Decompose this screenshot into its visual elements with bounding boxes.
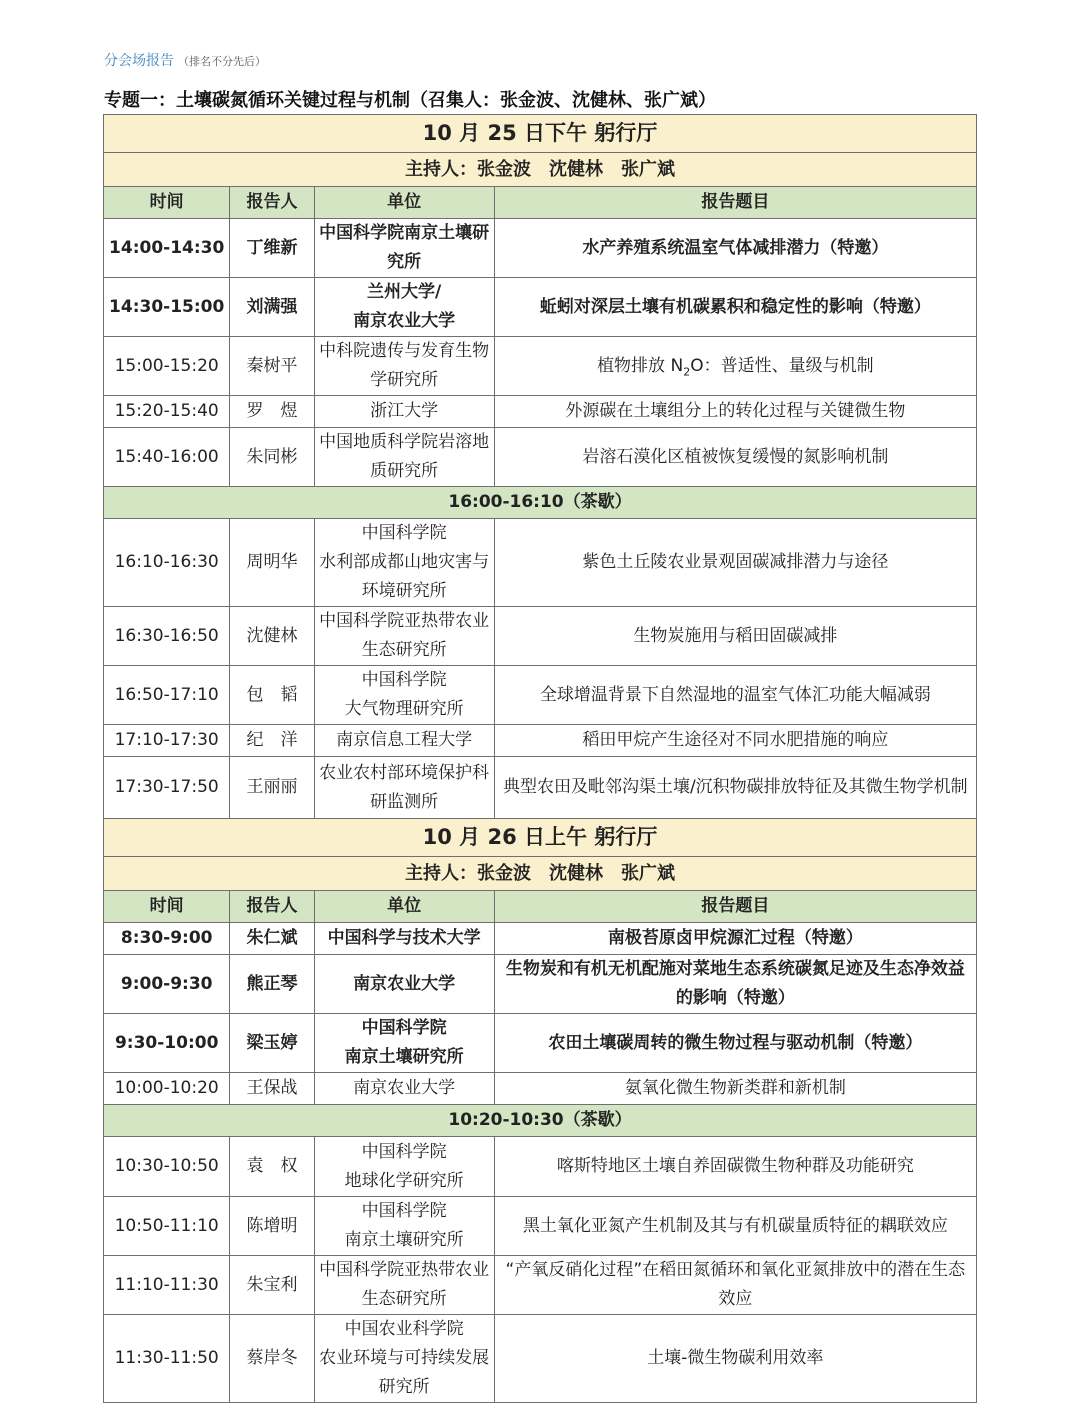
speaker-cell: 袁 权 <box>230 1137 314 1197</box>
topic-cell: 南极苔原卤甲烷源汇过程（特邀） <box>494 923 976 955</box>
topic-cell: 稻田甲烷产生途径对不同水肥措施的响应 <box>494 725 976 757</box>
table-row <box>104 725 977 757</box>
host-names: 主持人：张金波 沈健林 张广斌 <box>104 153 977 187</box>
speaker-cell: 朱同彬 <box>230 428 314 487</box>
col-header-time: 时间 <box>104 187 230 219</box>
org-cell: 中国科学院 大气物理研究所 <box>314 666 494 725</box>
session-title: 10 月 25 日下午 躬行厅 <box>104 115 977 153</box>
speaker-cell: 丁维新 <box>230 219 314 278</box>
speaker-cell: 王丽丽 <box>230 757 314 819</box>
time-cell: 8:30-9:00 <box>104 923 230 955</box>
topic-cell: 生物炭和有机无机配施对菜地生态系统碳氮足迹及生态净效益的影响（特邀） <box>494 955 976 1014</box>
time-cell: 10:00-10:20 <box>104 1073 230 1105</box>
table-row <box>104 1073 977 1105</box>
topic-cell: “产氧反硝化过程”在稻田氮循环和氧化亚氮排放中的潜在生态效应 <box>494 1256 976 1315</box>
org-cell: 中国农业科学院 农业环境与可持续发展研究所 <box>314 1315 494 1403</box>
table-row <box>104 607 977 666</box>
topic-text-post: O：普适性、量级与机制 <box>690 355 874 376</box>
table-row <box>104 1315 977 1403</box>
org-cell: 南京农业大学 <box>314 1073 494 1105</box>
time-cell: 10:30-10:50 <box>104 1137 230 1197</box>
topic-cell: 生物炭施用与稻田固碳减排 <box>494 607 976 666</box>
speaker-cell: 朱仁斌 <box>230 923 314 955</box>
time-cell: 16:30-16:50 <box>104 607 230 666</box>
topic-cell: 典型农田及毗邻沟渠土壤/沉积物碳排放特征及其微生物学机制 <box>494 757 976 819</box>
speaker-cell: 刘满强 <box>230 278 314 337</box>
speaker-cell: 周明华 <box>230 519 314 607</box>
section-label-text: 分会场报告 <box>104 53 174 69</box>
time-cell: 16:10-16:30 <box>104 519 230 607</box>
table-row <box>104 1014 977 1073</box>
table-row <box>104 1197 977 1256</box>
session-title: 10 月 26 日上午 躬行厅 <box>104 819 977 857</box>
topic-cell: 外源碳在土壤组分上的转化过程与关键微生物 <box>494 396 976 428</box>
table-row <box>104 278 977 337</box>
time-cell: 15:00-15:20 <box>104 337 230 396</box>
org-cell: 南京信息工程大学 <box>314 725 494 757</box>
time-cell: 14:00-14:30 <box>104 219 230 278</box>
time-cell: 11:10-11:30 <box>104 1256 230 1315</box>
org-cell: 中科院遗传与发育生物学研究所 <box>314 337 494 396</box>
col-header-topic: 报告题目 <box>494 187 976 219</box>
tea-break: 10:20-10:30（茶歇） <box>104 1105 977 1137</box>
topic-cell: 黑土氧化亚氮产生机制及其与有机碳量质特征的耦联效应 <box>494 1197 976 1256</box>
col-header-topic: 报告题目 <box>494 891 976 923</box>
table-row <box>104 428 977 487</box>
time-cell: 15:40-16:00 <box>104 428 230 487</box>
tea-break: 16:00-16:10（茶歇） <box>104 487 977 519</box>
col-header-org: 单位 <box>314 187 494 219</box>
table-row <box>104 1256 977 1315</box>
org-cell: 中国科学院 地球化学研究所 <box>314 1137 494 1197</box>
tea-break-row <box>104 487 977 519</box>
speaker-cell: 王保战 <box>230 1073 314 1105</box>
org-cell: 中国科学与技术大学 <box>314 923 494 955</box>
time-cell: 14:30-15:00 <box>104 278 230 337</box>
col-header-speaker: 报告人 <box>230 187 314 219</box>
table-row <box>104 219 977 278</box>
org-cell: 中国科学院亚热带农业生态研究所 <box>314 1256 494 1315</box>
table-row <box>104 1137 977 1197</box>
table-row <box>104 396 977 428</box>
table-row <box>104 757 977 819</box>
org-cell: 南京农业大学 <box>314 955 494 1014</box>
col-header-speaker: 报告人 <box>230 891 314 923</box>
speaker-cell: 秦树平 <box>230 337 314 396</box>
speaker-cell: 梁玉婷 <box>230 1014 314 1073</box>
table-row <box>104 337 977 396</box>
org-cell: 农业农村部环境保护科研监测所 <box>314 757 494 819</box>
org-cell: 中国科学院 南京土壤研究所 <box>314 1197 494 1256</box>
topic-subscript: 2 <box>683 364 691 378</box>
topic-cell: 农田土壤碳周转的微生物过程与驱动机制（特邀） <box>494 1014 976 1073</box>
topic-cell: 全球增温背景下自然湿地的温室气体汇功能大幅减弱 <box>494 666 976 725</box>
speaker-cell: 沈健林 <box>230 607 314 666</box>
speaker-cell: 朱宝利 <box>230 1256 314 1315</box>
host-row <box>104 857 977 891</box>
host-row <box>104 153 977 187</box>
org-cell: 中国地质科学院岩溶地质研究所 <box>314 428 494 487</box>
time-cell: 17:10-17:30 <box>104 725 230 757</box>
schedule-table <box>103 114 977 1403</box>
org-cell: 兰州大学/ 南京农业大学 <box>314 278 494 337</box>
host-names: 主持人：张金波 沈健林 张广斌 <box>104 857 977 891</box>
org-cell: 浙江大学 <box>314 396 494 428</box>
speaker-cell: 罗 煜 <box>230 396 314 428</box>
section-label <box>104 50 266 70</box>
column-header-row <box>104 891 977 923</box>
speaker-cell: 包 韬 <box>230 666 314 725</box>
topic-text-pre: 植物排放 N <box>597 355 684 376</box>
time-cell: 9:00-9:30 <box>104 955 230 1014</box>
topic-title: 专题一：土壤碳氮循环关键过程与机制（召集人：张金波、沈健林、张广斌） <box>104 90 716 111</box>
topic-cell <box>494 337 976 396</box>
org-cell: 中国科学院南京土壤研究所 <box>314 219 494 278</box>
topic-cell: 蚯蚓对深层土壤有机碳累积和稳定性的影响（特邀） <box>494 278 976 337</box>
time-cell: 17:30-17:50 <box>104 757 230 819</box>
time-cell: 15:20-15:40 <box>104 396 230 428</box>
session-title-row <box>104 819 977 857</box>
topic-cell: 氨氧化微生物新类群和新机制 <box>494 1073 976 1105</box>
table-row <box>104 955 977 1014</box>
tea-break-row <box>104 1105 977 1137</box>
topic-cell: 喀斯特地区土壤自养固碳微生物种群及功能研究 <box>494 1137 976 1197</box>
table-row <box>104 519 977 607</box>
topic-cell: 紫色土丘陵农业景观固碳减排潜力与途径 <box>494 519 976 607</box>
time-cell: 9:30-10:00 <box>104 1014 230 1073</box>
org-cell: 中国科学院 水利部成都山地灾害与环境研究所 <box>314 519 494 607</box>
order-note: （排名不分先后） <box>178 55 266 68</box>
speaker-cell: 熊正琴 <box>230 955 314 1014</box>
time-cell: 10:50-11:10 <box>104 1197 230 1256</box>
topic-cell: 土壤-微生物碳利用效率 <box>494 1315 976 1403</box>
time-cell: 16:50-17:10 <box>104 666 230 725</box>
topic-cell: 岩溶石漠化区植被恢复缓慢的氮影响机制 <box>494 428 976 487</box>
org-cell: 中国科学院 南京土壤研究所 <box>314 1014 494 1073</box>
org-cell: 中国科学院亚热带农业生态研究所 <box>314 607 494 666</box>
speaker-cell: 蔡岸冬 <box>230 1315 314 1403</box>
col-header-org: 单位 <box>314 891 494 923</box>
speaker-cell: 陈增明 <box>230 1197 314 1256</box>
col-header-time: 时间 <box>104 891 230 923</box>
session-title-row <box>104 115 977 153</box>
table-row <box>104 666 977 725</box>
topic-cell: 水产养殖系统温室气体减排潜力（特邀） <box>494 219 976 278</box>
table-row <box>104 923 977 955</box>
speaker-cell: 纪 洋 <box>230 725 314 757</box>
time-cell: 11:30-11:50 <box>104 1315 230 1403</box>
column-header-row <box>104 187 977 219</box>
